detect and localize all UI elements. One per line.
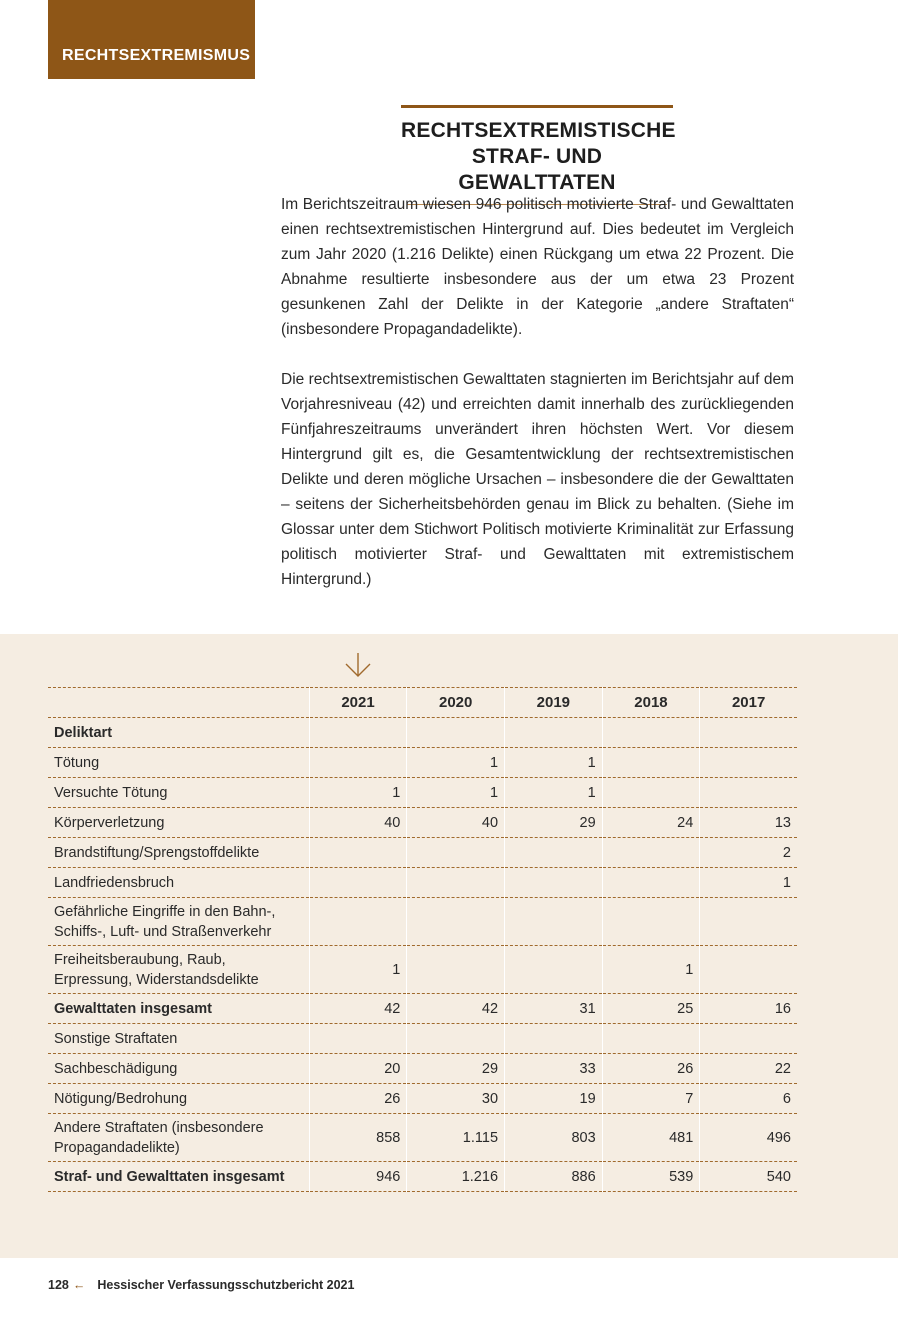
value-cell <box>602 1024 700 1054</box>
value-cell <box>505 946 603 994</box>
value-cell <box>602 778 700 808</box>
table-row <box>48 1162 797 1192</box>
table-body <box>48 718 797 1192</box>
value-cell: 40 <box>407 808 505 838</box>
arrow-left-icon: ← <box>72 1278 86 1292</box>
table-row <box>48 778 797 808</box>
value-cell: 40 <box>309 808 407 838</box>
publication-title: Hessischer Verfassungsschutzbericht 2021 <box>97 1278 355 1292</box>
value-cell: 25 <box>602 994 700 1024</box>
value-cell: 33 <box>505 1054 603 1084</box>
value-cell: 30 <box>407 1084 505 1114</box>
header-year-2021: 2021 <box>309 688 407 718</box>
header-year-2018: 2018 <box>602 688 700 718</box>
value-cell <box>309 1024 407 1054</box>
value-cell: 6 <box>700 1084 797 1114</box>
row-label: Gefährliche Eingriffe in den Bahn-, Schiffs-, Luft- und Straßenverkehr <box>48 898 309 946</box>
row-label: Gewalttaten insgesamt <box>48 994 309 1024</box>
page-title <box>401 118 676 196</box>
table-row <box>48 718 797 748</box>
value-cell: 886 <box>505 1162 603 1192</box>
value-cell: 803 <box>505 1114 603 1162</box>
value-cell <box>407 868 505 898</box>
row-label: Landfriedensbruch <box>48 868 309 898</box>
page-title-line-1: RECHTSEXTREMISTISCHE <box>401 119 676 142</box>
value-cell <box>602 898 700 946</box>
value-cell: 22 <box>700 1054 797 1084</box>
value-cell <box>602 718 700 748</box>
table-row <box>48 1054 797 1084</box>
value-cell: 1 <box>309 778 407 808</box>
value-cell <box>505 898 603 946</box>
page-title-line-2: STRAF- UND GEWALTTATEN <box>458 145 616 194</box>
value-cell <box>407 946 505 994</box>
value-cell <box>505 718 603 748</box>
value-cell <box>505 868 603 898</box>
value-cell: 496 <box>700 1114 797 1162</box>
value-cell <box>407 718 505 748</box>
value-cell <box>602 868 700 898</box>
value-cell: 1 <box>505 748 603 778</box>
value-cell: 1 <box>505 778 603 808</box>
row-label: Tötung <box>48 748 309 778</box>
value-cell <box>309 868 407 898</box>
header-year-2019: 2019 <box>505 688 603 718</box>
value-cell: 1.216 <box>407 1162 505 1192</box>
body-text <box>281 192 794 617</box>
table-header-row <box>48 688 797 718</box>
value-cell: 16 <box>700 994 797 1024</box>
paragraph-1: Im Berichtszeitraum wiesen 946 politisch motivierte Straf- und Gewalttaten einen rechtsextremistischen Hintergrund auf. Dies bedeutet im Vergleich zum Jahr 2020 (1.216 Delikte) einen Rückgang um etwa 22 Prozent. Die Abnahme resultierte insbesondere aus der um etwa 23 Prozent gesunkenen Zahl der Delikte in der Kategorie „andere Straftaten“ (insbesondere Propagandadelikte). <box>281 196 794 338</box>
row-label: Versuchte Tötung <box>48 778 309 808</box>
value-cell <box>309 838 407 868</box>
statistics-table <box>48 687 797 1192</box>
table-row <box>48 808 797 838</box>
arrow-down-icon <box>343 651 373 681</box>
row-label: Freiheitsberaubung, Raub, Erpressung, Widerstandsdelikte <box>48 946 309 994</box>
table-row <box>48 898 797 946</box>
row-label: Straf- und Gewalttaten insgesamt <box>48 1162 309 1192</box>
table-row <box>48 1084 797 1114</box>
row-label: Körperverletzung <box>48 808 309 838</box>
title-top-rule <box>401 105 673 108</box>
page-number: 128 <box>48 1278 69 1292</box>
value-cell: 2 <box>700 838 797 868</box>
value-cell: 31 <box>505 994 603 1024</box>
header-year-2020: 2020 <box>407 688 505 718</box>
value-cell: 29 <box>407 1054 505 1084</box>
table-row <box>48 1024 797 1054</box>
value-cell: 946 <box>309 1162 407 1192</box>
table-row <box>48 1114 797 1162</box>
value-cell <box>309 718 407 748</box>
value-cell: 13 <box>700 808 797 838</box>
table-row <box>48 868 797 898</box>
value-cell <box>505 838 603 868</box>
title-block <box>401 105 676 205</box>
value-cell <box>407 1024 505 1054</box>
footer <box>48 1278 354 1292</box>
value-cell: 1 <box>602 946 700 994</box>
value-cell: 29 <box>505 808 603 838</box>
row-label: Sonstige Straftaten <box>48 1024 309 1054</box>
value-cell: 20 <box>309 1054 407 1084</box>
value-cell <box>700 748 797 778</box>
row-label: Sachbeschädigung <box>48 1054 309 1084</box>
table-row <box>48 838 797 868</box>
header-label-cell <box>48 688 309 718</box>
table-row <box>48 748 797 778</box>
value-cell: 42 <box>309 994 407 1024</box>
value-cell <box>602 748 700 778</box>
value-cell <box>309 748 407 778</box>
value-cell: 1 <box>700 868 797 898</box>
value-cell <box>700 778 797 808</box>
value-cell <box>700 946 797 994</box>
row-label: Nötigung/Bedrohung <box>48 1084 309 1114</box>
value-cell: 1.115 <box>407 1114 505 1162</box>
value-cell <box>700 1024 797 1054</box>
value-cell: 481 <box>602 1114 700 1162</box>
value-cell: 19 <box>505 1084 603 1114</box>
value-cell: 539 <box>602 1162 700 1192</box>
value-cell <box>700 718 797 748</box>
value-cell <box>407 838 505 868</box>
value-cell: 26 <box>309 1084 407 1114</box>
value-cell: 858 <box>309 1114 407 1162</box>
row-label: Deliktart <box>48 718 309 748</box>
row-label: Brandstiftung/Sprengstoffdelikte <box>48 838 309 868</box>
value-cell <box>602 838 700 868</box>
value-cell: 540 <box>700 1162 797 1192</box>
value-cell <box>700 898 797 946</box>
value-cell: 24 <box>602 808 700 838</box>
table-row <box>48 946 797 994</box>
value-cell <box>407 898 505 946</box>
value-cell <box>505 1024 603 1054</box>
value-cell: 1 <box>407 748 505 778</box>
paragraph-2: Die rechtsextremistischen Gewalttaten stagnierten im Berichtsjahr auf dem Vorjahresniveau (42) und erreichten damit innerhalb des zurückliegenden Fünfjahreszeitraums unverändert ihren höchsten Wert. Vor diesem Hintergrund gilt es, die Gesamtentwicklung der rechtsextremistischen Delikte und deren mögliche Ursachen – insbesondere die der Gewalttaten – seitens der Sicherheitsbehörden genau im Blick zu behalten. (Siehe im Glossar unter dem Stichwort Politisch motivierte Kriminalität zur Erfassung politisch motivierter Straf- und Gewalttaten mit extremistischem Hintergrund.) <box>281 371 794 588</box>
value-cell: 42 <box>407 994 505 1024</box>
section-tab: RECHTSEXTREMISMUS <box>48 0 255 79</box>
table-row <box>48 994 797 1024</box>
value-cell: 26 <box>602 1054 700 1084</box>
header-year-2017: 2017 <box>700 688 797 718</box>
value-cell: 1 <box>407 778 505 808</box>
value-cell: 7 <box>602 1084 700 1114</box>
value-cell: 1 <box>309 946 407 994</box>
value-cell <box>309 898 407 946</box>
row-label: Andere Straftaten (insbesondere Propagandadelikte) <box>48 1114 309 1162</box>
